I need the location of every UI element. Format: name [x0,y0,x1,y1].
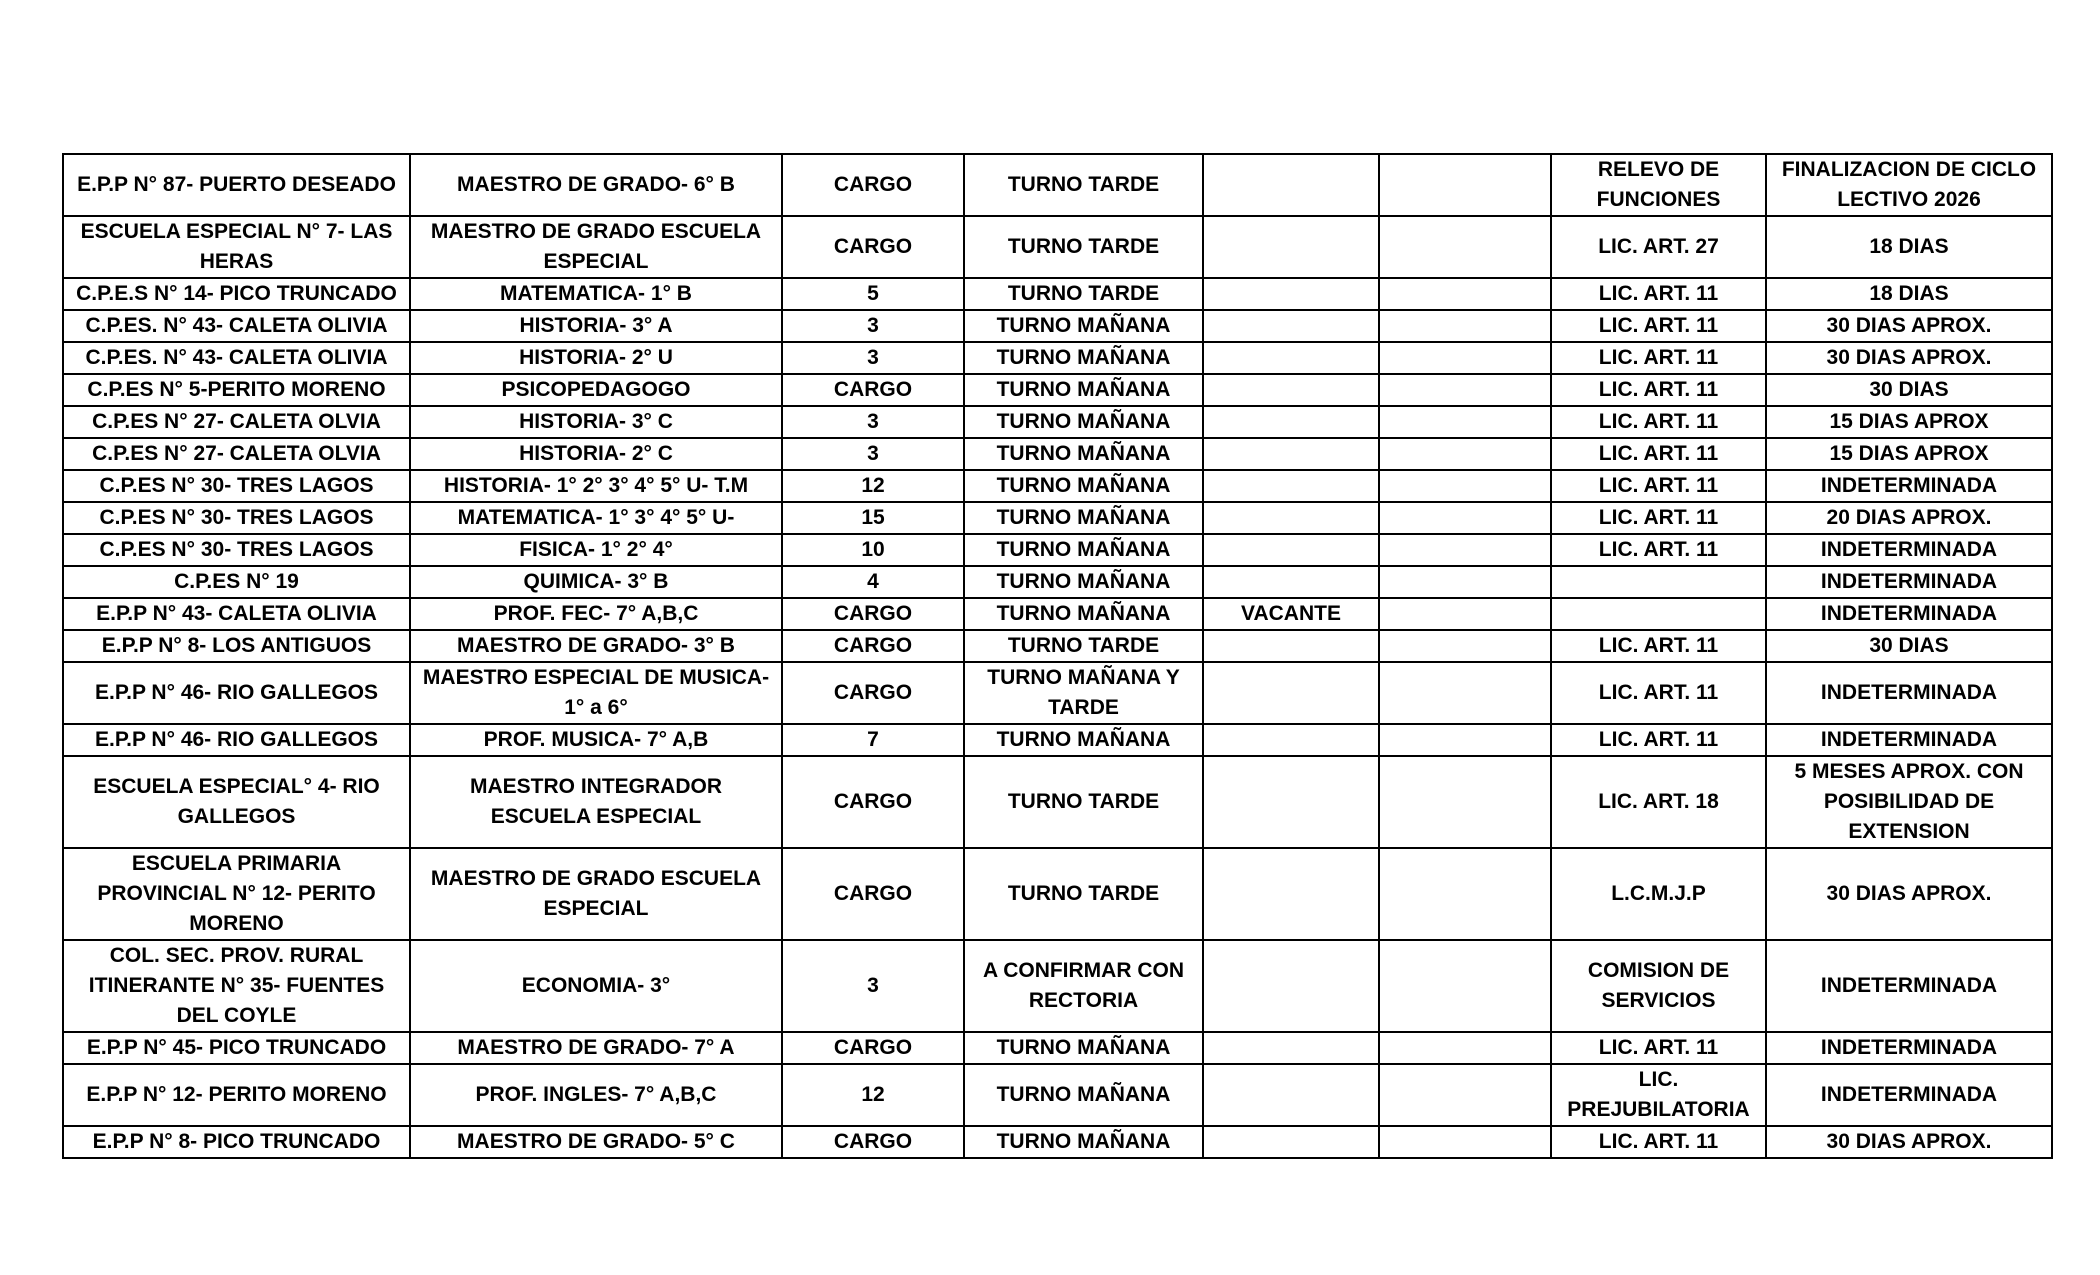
table-row [63,406,2052,438]
cell-hours: CARGO [782,1032,964,1064]
table-row [63,342,2052,374]
cell-extra [1379,310,1551,342]
cell-hours: CARGO [782,848,964,940]
cell-reason [1551,598,1766,630]
cell-extra [1379,438,1551,470]
cell-duration: 5 MESES APROX. CON POSIBILIDAD DE EXTENSION [1766,756,2052,848]
cell-duration: INDETERMINADA [1766,470,2052,502]
cell-school: E.P.P N° 8- PICO TRUNCADO [63,1126,410,1158]
cell-extra [1379,1032,1551,1064]
cell-extra [1379,940,1551,1032]
table-row [63,598,2052,630]
cell-position: MAESTRO DE GRADO- 7° A [410,1032,782,1064]
cell-school: E.P.P N° 12- PERITO MORENO [63,1064,410,1126]
cell-duration: 30 DIAS APROX. [1766,1126,2052,1158]
table-row [63,470,2052,502]
cell-hours: CARGO [782,1126,964,1158]
cell-shift: TURNO MAÑANA [964,310,1203,342]
cell-hours: 15 [782,502,964,534]
cell-hours: 3 [782,310,964,342]
cell-duration: INDETERMINADA [1766,566,2052,598]
cell-shift: TURNO MAÑANA [964,406,1203,438]
cell-position: HISTORIA- 3° A [410,310,782,342]
cell-school: C.P.ES. N° 43- CALETA OLIVIA [63,310,410,342]
cell-status [1203,662,1379,724]
cell-duration: INDETERMINADA [1766,1064,2052,1126]
cell-position: MATEMATICA- 1° 3° 4° 5° U- [410,502,782,534]
cell-duration: 30 DIAS APROX. [1766,310,2052,342]
cell-hours: CARGO [782,630,964,662]
cell-extra [1379,374,1551,406]
cell-reason: LIC. ART. 27 [1551,216,1766,278]
cell-shift: TURNO TARDE [964,630,1203,662]
cell-extra [1379,216,1551,278]
cell-status [1203,154,1379,216]
cell-hours: 3 [782,406,964,438]
cell-shift: TURNO TARDE [964,848,1203,940]
cell-school: C.P.ES N° 30- TRES LAGOS [63,470,410,502]
table-row [63,940,2052,1032]
cell-position: PROF. FEC- 7° A,B,C [410,598,782,630]
cell-extra [1379,1126,1551,1158]
cell-status [1203,310,1379,342]
table-row [63,502,2052,534]
cell-reason: LIC. ART. 18 [1551,756,1766,848]
cell-status [1203,1032,1379,1064]
cell-hours: CARGO [782,154,964,216]
cell-position: ECONOMIA- 3° [410,940,782,1032]
cell-school: C.P.ES N° 30- TRES LAGOS [63,534,410,566]
cell-reason: LIC. ART. 11 [1551,1126,1766,1158]
table-row [63,630,2052,662]
table-row [63,374,2052,406]
cell-duration: 20 DIAS APROX. [1766,502,2052,534]
cell-duration: INDETERMINADA [1766,940,2052,1032]
cell-duration: INDETERMINADA [1766,598,2052,630]
cell-position: MAESTRO DE GRADO ESCUELA ESPECIAL [410,848,782,940]
table-row [63,724,2052,756]
cell-extra [1379,502,1551,534]
cell-position: MAESTRO ESPECIAL DE MUSICA- 1° a 6° [410,662,782,724]
cell-shift: TURNO TARDE [964,756,1203,848]
cell-extra [1379,630,1551,662]
cell-hours: 12 [782,1064,964,1126]
cell-school: E.P.P N° 87- PUERTO DESEADO [63,154,410,216]
cell-duration: 30 DIAS APROX. [1766,848,2052,940]
cell-status [1203,374,1379,406]
cell-hours: CARGO [782,662,964,724]
cell-shift: TURNO MAÑANA [964,470,1203,502]
cell-reason: COMISION DE SERVICIOS [1551,940,1766,1032]
cell-shift: TURNO MAÑANA [964,534,1203,566]
cell-school: C.P.E.S N° 14- PICO TRUNCADO [63,278,410,310]
cell-school: E.P.P N° 46- RIO GALLEGOS [63,724,410,756]
cell-school: C.P.ES. N° 43- CALETA OLIVIA [63,342,410,374]
cell-reason: LIC. ART. 11 [1551,630,1766,662]
cell-school: E.P.P N° 46- RIO GALLEGOS [63,662,410,724]
cell-reason: LIC. ART. 11 [1551,534,1766,566]
cell-shift: TURNO MAÑANA [964,566,1203,598]
cell-shift: TURNO TARDE [964,154,1203,216]
cell-status [1203,1064,1379,1126]
cell-extra [1379,470,1551,502]
cell-shift: TURNO MAÑANA [964,342,1203,374]
cell-duration: FINALIZACION DE CICLO LECTIVO 2026 [1766,154,2052,216]
cell-extra [1379,406,1551,438]
cell-extra [1379,566,1551,598]
cell-hours: 3 [782,438,964,470]
cell-reason: LIC. ART. 11 [1551,1032,1766,1064]
cell-status [1203,940,1379,1032]
cell-hours: 3 [782,940,964,1032]
cell-position: MAESTRO DE GRADO ESCUELA ESPECIAL [410,216,782,278]
cell-school: C.P.ES N° 27- CALETA OLVIA [63,406,410,438]
table-row [63,1064,2052,1126]
cell-reason: LIC. PREJUBILATORIA [1551,1064,1766,1126]
cell-duration: 30 DIAS [1766,374,2052,406]
cell-extra [1379,756,1551,848]
table-row [63,310,2052,342]
cell-reason: LIC. ART. 11 [1551,310,1766,342]
cell-reason: LIC. ART. 11 [1551,502,1766,534]
cell-school: C.P.ES N° 19 [63,566,410,598]
table-row [63,216,2052,278]
cell-status [1203,1126,1379,1158]
cell-reason: LIC. ART. 11 [1551,342,1766,374]
cell-status [1203,278,1379,310]
cell-extra [1379,154,1551,216]
cell-shift: TURNO MAÑANA [964,724,1203,756]
table-row [63,534,2052,566]
cell-reason: LIC. ART. 11 [1551,438,1766,470]
cell-hours: 10 [782,534,964,566]
cell-shift: TURNO MAÑANA [964,1032,1203,1064]
cell-school: ESCUELA ESPECIAL° 4- RIO GALLEGOS [63,756,410,848]
cell-position: HISTORIA- 1° 2° 3° 4° 5° U- T.M [410,470,782,502]
cell-hours: CARGO [782,216,964,278]
cell-status [1203,534,1379,566]
cell-school: E.P.P N° 8- LOS ANTIGUOS [63,630,410,662]
cell-hours: 3 [782,342,964,374]
cell-extra [1379,724,1551,756]
cell-position: PROF. INGLES- 7° A,B,C [410,1064,782,1126]
table-row [63,1126,2052,1158]
cell-shift: A CONFIRMAR CON RECTORIA [964,940,1203,1032]
cell-position: MATEMATICA- 1° B [410,278,782,310]
cell-duration: 15 DIAS APROX [1766,406,2052,438]
cell-status [1203,216,1379,278]
cell-status [1203,848,1379,940]
cell-extra [1379,848,1551,940]
cell-extra [1379,662,1551,724]
cell-status [1203,438,1379,470]
cell-duration: 18 DIAS [1766,216,2052,278]
cell-extra [1379,598,1551,630]
cell-shift: TURNO MAÑANA [964,502,1203,534]
cell-position: HISTORIA- 2° C [410,438,782,470]
cell-reason: LIC. ART. 11 [1551,724,1766,756]
cell-school: C.P.ES N° 5-PERITO MORENO [63,374,410,406]
cell-status [1203,566,1379,598]
cell-shift: TURNO MAÑANA [964,438,1203,470]
cell-shift: TURNO MAÑANA Y TARDE [964,662,1203,724]
cell-hours: 4 [782,566,964,598]
cell-position: HISTORIA- 3° C [410,406,782,438]
table-row [63,154,2052,216]
cell-extra [1379,342,1551,374]
cell-position: MAESTRO DE GRADO- 5° C [410,1126,782,1158]
cell-school: C.P.ES N° 30- TRES LAGOS [63,502,410,534]
cell-reason: L.C.M.J.P [1551,848,1766,940]
cell-shift: TURNO TARDE [964,216,1203,278]
cell-duration: 30 DIAS [1766,630,2052,662]
cell-position: MAESTRO INTEGRADOR ESCUELA ESPECIAL [410,756,782,848]
cell-reason: LIC. ART. 11 [1551,406,1766,438]
cell-hours: 5 [782,278,964,310]
cell-status [1203,756,1379,848]
cell-reason: LIC. ART. 11 [1551,374,1766,406]
cell-shift: TURNO MAÑANA [964,374,1203,406]
cell-school: COL. SEC. PROV. RURAL ITINERANTE N° 35- FUENTES DEL COYLE [63,940,410,1032]
cell-duration: 30 DIAS APROX. [1766,342,2052,374]
cell-school: ESCUELA ESPECIAL N° 7- LAS HERAS [63,216,410,278]
cell-school: ESCUELA PRIMARIA PROVINCIAL N° 12- PERITO MORENO [63,848,410,940]
table-row [63,438,2052,470]
cell-duration: INDETERMINADA [1766,1032,2052,1064]
cell-position: QUIMICA- 3° B [410,566,782,598]
cell-status [1203,342,1379,374]
vacancy-table-sheet [62,153,2051,1159]
cell-status [1203,724,1379,756]
cell-hours: CARGO [782,756,964,848]
cell-status [1203,502,1379,534]
cell-shift: TURNO TARDE [964,278,1203,310]
cell-duration: 15 DIAS APROX [1766,438,2052,470]
vacancy-table [62,153,2053,1159]
cell-reason: LIC. ART. 11 [1551,278,1766,310]
cell-hours: 12 [782,470,964,502]
cell-status [1203,470,1379,502]
cell-position: PSICOPEDAGOGO [410,374,782,406]
cell-hours: 7 [782,724,964,756]
table-row [63,848,2052,940]
cell-duration: INDETERMINADA [1766,534,2052,566]
cell-reason: LIC. ART. 11 [1551,470,1766,502]
cell-position: PROF. MUSICA- 7° A,B [410,724,782,756]
cell-shift: TURNO MAÑANA [964,598,1203,630]
cell-position: MAESTRO DE GRADO- 6° B [410,154,782,216]
cell-reason: RELEVO DE FUNCIONES [1551,154,1766,216]
cell-position: MAESTRO DE GRADO- 3° B [410,630,782,662]
table-row [63,662,2052,724]
cell-reason [1551,566,1766,598]
cell-status: VACANTE [1203,598,1379,630]
cell-school: E.P.P N° 45- PICO TRUNCADO [63,1032,410,1064]
cell-status [1203,406,1379,438]
cell-reason: LIC. ART. 11 [1551,662,1766,724]
table-row [63,1032,2052,1064]
vacancy-table-body [63,154,2052,1158]
cell-duration: INDETERMINADA [1766,662,2052,724]
cell-shift: TURNO MAÑANA [964,1126,1203,1158]
cell-position: HISTORIA- 2° U [410,342,782,374]
cell-duration: INDETERMINADA [1766,724,2052,756]
table-row [63,278,2052,310]
cell-extra [1379,278,1551,310]
cell-hours: CARGO [782,374,964,406]
cell-extra [1379,1064,1551,1126]
cell-shift: TURNO MAÑANA [964,1064,1203,1126]
cell-extra [1379,534,1551,566]
cell-duration: 18 DIAS [1766,278,2052,310]
cell-school: E.P.P N° 43- CALETA OLIVIA [63,598,410,630]
table-row [63,756,2052,848]
cell-school: C.P.ES N° 27- CALETA OLVIA [63,438,410,470]
cell-hours: CARGO [782,598,964,630]
cell-position: FISICA- 1° 2° 4° [410,534,782,566]
table-row [63,566,2052,598]
cell-status [1203,630,1379,662]
